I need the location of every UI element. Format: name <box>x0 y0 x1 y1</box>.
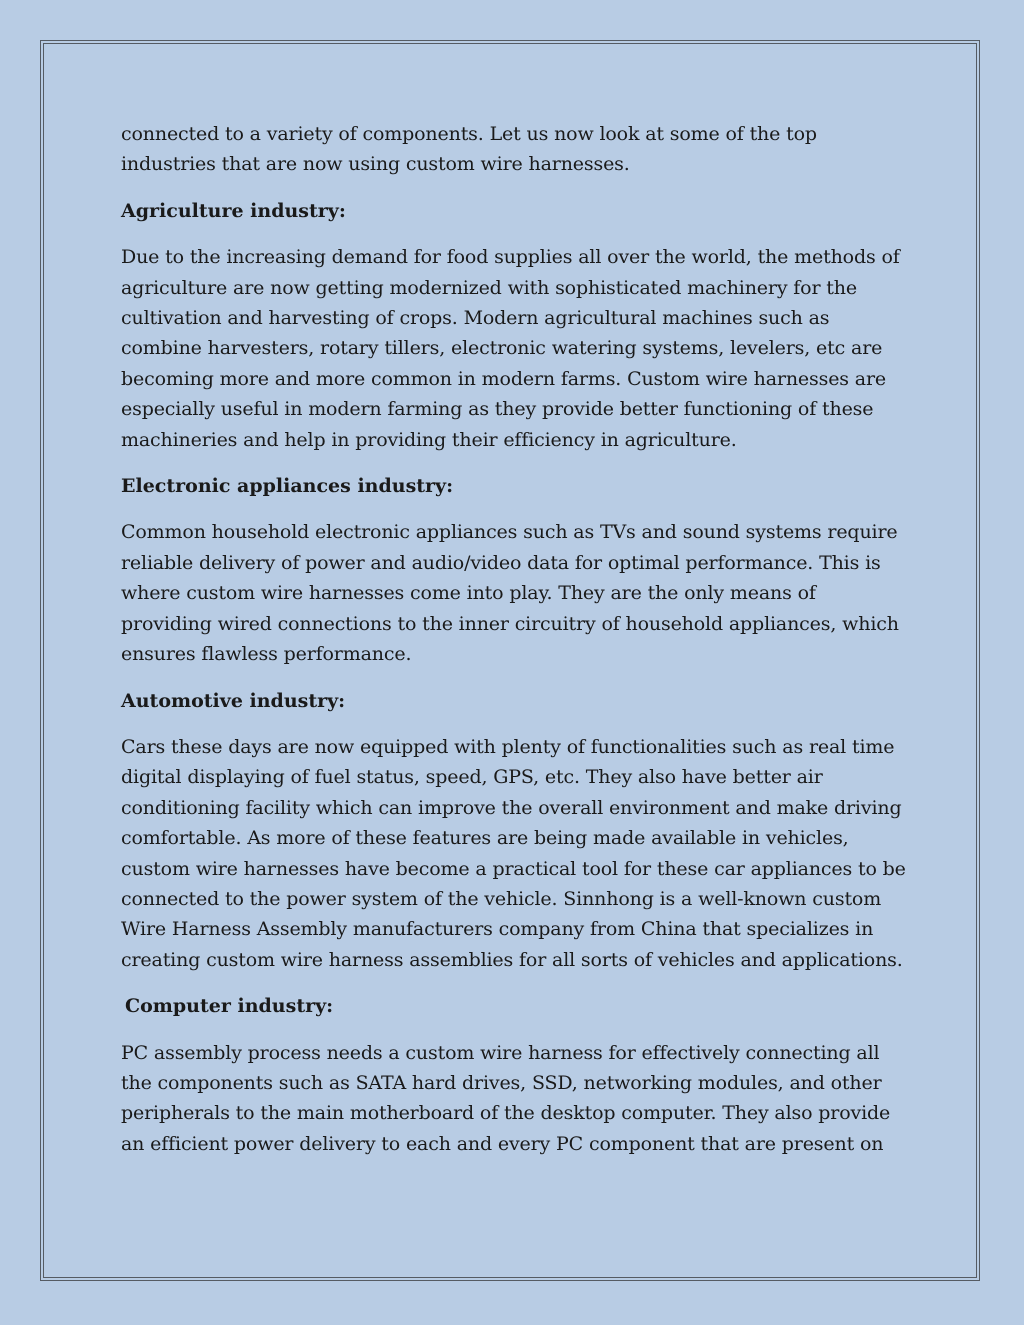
section-heading-computer: Computer industry: <box>125 995 334 1018</box>
section-body-electronic-appliances: Common household electronic appliances such as TVs and sound systems require reliable delivery of power and audio/video data for optimal performance. This is where custom wire harnesses come into play. They are the only means of providing wired connections to the inner circuitry of household appliances, which ensures flawless performance. <box>121 521 899 666</box>
section-body-computer: PC assembly process needs a custom wire harness for effectively connecting all the components such as SATA hard drives, SSD, networking modules, and other peripherals to the main motherboard of the desktop computer. They also provide an efficient power delivery to each and every PC component that are present on <box>121 1041 891 1155</box>
section-heading-automotive: Automotive industry: <box>121 689 346 712</box>
section-heading-electronic-appliances: Electronic appliances industry: <box>121 475 454 498</box>
intro-paragraph: connected to a variety of components. Let us now look at some of the top industries that are now using custom wire harnesses. <box>121 123 817 176</box>
section-body-agriculture: Due to the increasing demand for food supplies all over the world, the methods of agriculture are now getting modernized with sophisticated machinery for the cultivation and harvesting of crops. Modern agricultural machines such as combine harvesters, rotary tillers, electronic watering systems, levelers, etc are becoming more and more common in modern farms. Custom wire harnesses are especially useful in modern farming as they provide better functioning of these machineries and help in providing their efficiency in agriculture. <box>121 246 900 451</box>
section-body-automotive: Cars these days are now equipped with plenty of functionalities such as real time digital displaying of fuel status, speed, GPS, etc. They also have better air conditioning facility which can improve the overall environment and make driving comfortable. As more of these features are being made available in vehicles, custom wire harnesses have become a practical tool for these car appliances to be connected to the power system of the vehicle. Sinnhong is a well-known custom Wire Harness Assembly manufacturers company from China that specializes in creating custom wire harness assemblies for all sorts of vehicles and applications. <box>121 735 906 971</box>
section-heading-agriculture: Agriculture industry: <box>121 199 346 222</box>
document-body <box>121 119 911 1175</box>
